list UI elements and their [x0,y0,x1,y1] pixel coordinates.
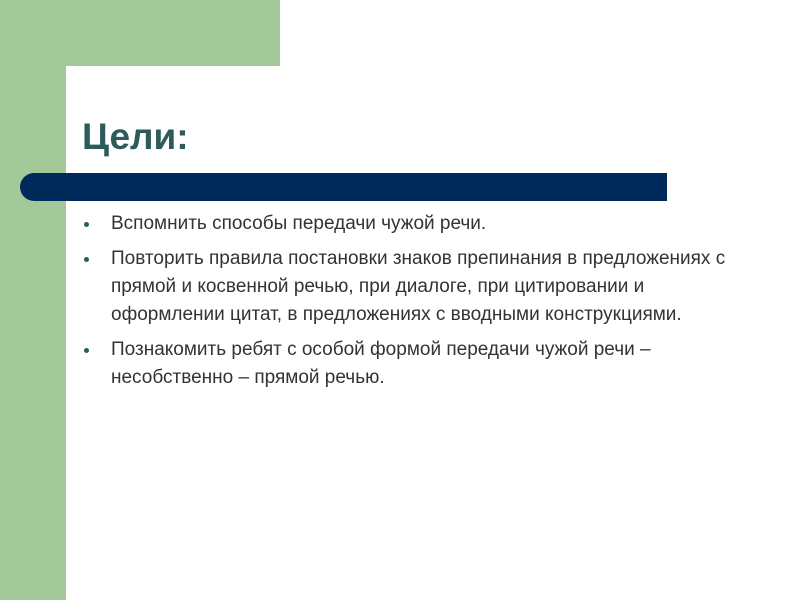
bullet-text: Вспомнить способы передачи чужой речи. [111,213,487,234]
bullet-item [82,336,742,392]
green-top-band [0,0,280,66]
bullet-dot-icon [84,348,89,353]
bullet-dot-icon [84,222,89,227]
bullet-text: Познакомить ребят с особой формой передачи чужой речи – несобственно – прямой речью. [111,339,651,388]
bullet-list [82,210,742,399]
green-left-band [0,0,66,600]
bullet-dot-icon [84,257,89,262]
bullet-item [82,210,742,238]
bullet-item [82,245,742,329]
bullet-text: Повторить правила постановки знаков препинания в предложениях с прямой и косвенной речью, при диалоге, при цитировании и оформлении цитат, в предложениях с вводными конструкциями. [111,248,726,325]
title-underline-bar [20,173,667,201]
slide-title: Цели: [82,116,189,157]
